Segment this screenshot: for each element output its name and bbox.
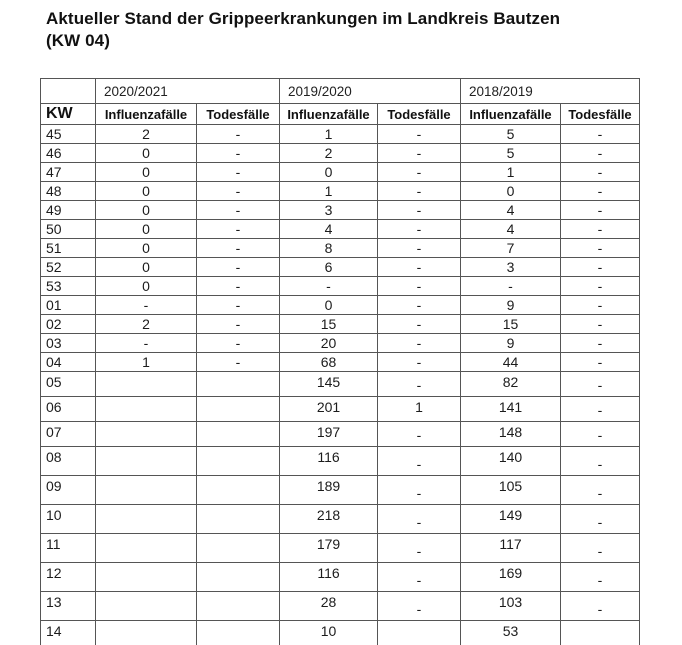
value-cell: - <box>561 277 640 296</box>
value-cell: - <box>378 372 461 397</box>
value-cell: 116 <box>280 563 378 592</box>
value-cell: - <box>561 163 640 182</box>
value-cell: 68 <box>280 353 378 372</box>
value-cell: 9 <box>461 334 561 353</box>
season-header-row <box>41 79 640 104</box>
flu-cases-table <box>40 78 640 645</box>
value-cell <box>378 621 461 645</box>
value-cell: - <box>378 125 461 144</box>
value-cell: - <box>378 163 461 182</box>
table-row <box>41 476 640 505</box>
table-row <box>41 592 640 621</box>
value-cell: - <box>378 239 461 258</box>
kw-cell: 01 <box>41 296 96 315</box>
kw-cell: 11 <box>41 534 96 563</box>
value-cell: 1 <box>280 182 378 201</box>
value-cell: - <box>197 144 280 163</box>
value-cell: 7 <box>461 239 561 258</box>
value-cell: - <box>561 220 640 239</box>
kw-column-header: KW <box>41 104 96 125</box>
page-title-line1: Aktueller Stand der Grippeerkrankungen im Landkreis Bautzen <box>46 9 561 28</box>
value-cell <box>96 422 197 447</box>
page-title-line2: (KW 04) <box>46 31 110 51</box>
value-cell: 53 <box>461 621 561 645</box>
kw-cell: 50 <box>41 220 96 239</box>
kw-cell: 51 <box>41 239 96 258</box>
value-cell: 169 <box>461 563 561 592</box>
column-header-row <box>41 104 640 125</box>
value-cell: 10 <box>280 621 378 645</box>
value-cell: - <box>197 239 280 258</box>
value-cell: 8 <box>280 239 378 258</box>
kw-cell: 45 <box>41 125 96 144</box>
value-cell: - <box>561 592 640 621</box>
value-cell: 3 <box>280 201 378 220</box>
value-cell: 4 <box>280 220 378 239</box>
value-cell <box>561 621 640 645</box>
value-cell: - <box>561 397 640 422</box>
kw-cell: 52 <box>41 258 96 277</box>
influenza-column-header: Influenzafälle <box>280 104 378 125</box>
table-row <box>41 315 640 334</box>
value-cell <box>197 621 280 645</box>
flu-table-body <box>41 125 640 645</box>
table-row <box>41 505 640 534</box>
value-cell: - <box>378 182 461 201</box>
value-cell: 28 <box>280 592 378 621</box>
value-cell: - <box>561 182 640 201</box>
influenza-column-header: Influenzafälle <box>461 104 561 125</box>
value-cell: - <box>561 476 640 505</box>
kw-cell: 49 <box>41 201 96 220</box>
table-row <box>41 422 640 447</box>
value-cell: - <box>197 125 280 144</box>
value-cell: 1 <box>461 163 561 182</box>
value-cell: - <box>378 422 461 447</box>
value-cell: 103 <box>461 592 561 621</box>
value-cell: 145 <box>280 372 378 397</box>
value-cell: - <box>378 258 461 277</box>
value-cell: - <box>561 534 640 563</box>
value-cell: 149 <box>461 505 561 534</box>
value-cell: 2 <box>96 315 197 334</box>
value-cell: 0 <box>96 258 197 277</box>
value-cell: - <box>197 182 280 201</box>
value-cell: - <box>378 277 461 296</box>
table-row <box>41 621 640 645</box>
value-cell: 0 <box>96 239 197 258</box>
value-cell: - <box>378 505 461 534</box>
value-cell: 179 <box>280 534 378 563</box>
table-row <box>41 372 640 397</box>
kw-cell: 12 <box>41 563 96 592</box>
value-cell: - <box>378 296 461 315</box>
value-cell <box>96 534 197 563</box>
value-cell: 3 <box>461 258 561 277</box>
value-cell: 0 <box>96 277 197 296</box>
value-cell: 9 <box>461 296 561 315</box>
value-cell: 2 <box>280 144 378 163</box>
value-cell: - <box>561 201 640 220</box>
value-cell: - <box>461 277 561 296</box>
kw-cell: 14 <box>41 621 96 645</box>
value-cell: 0 <box>96 182 197 201</box>
value-cell: 0 <box>96 220 197 239</box>
deaths-column-header: Todesfälle <box>197 104 280 125</box>
value-cell: - <box>561 353 640 372</box>
value-cell: - <box>378 563 461 592</box>
kw-cell: 04 <box>41 353 96 372</box>
value-cell: - <box>378 315 461 334</box>
value-cell: 141 <box>461 397 561 422</box>
value-cell: - <box>378 447 461 476</box>
kw-cell: 05 <box>41 372 96 397</box>
value-cell: 0 <box>96 201 197 220</box>
deaths-column-header: Todesfälle <box>561 104 640 125</box>
table-row <box>41 447 640 476</box>
value-cell: - <box>96 334 197 353</box>
value-cell: - <box>561 372 640 397</box>
value-cell: 4 <box>461 201 561 220</box>
kw-cell: 08 <box>41 447 96 476</box>
value-cell: 1 <box>280 125 378 144</box>
value-cell: 140 <box>461 447 561 476</box>
value-cell: - <box>378 534 461 563</box>
value-cell <box>96 447 197 476</box>
value-cell: - <box>378 353 461 372</box>
value-cell <box>197 563 280 592</box>
influenza-column-header: Influenzafälle <box>96 104 197 125</box>
table-row <box>41 258 640 277</box>
value-cell: 105 <box>461 476 561 505</box>
value-cell: - <box>561 447 640 476</box>
value-cell <box>96 592 197 621</box>
value-cell: - <box>561 315 640 334</box>
value-cell: - <box>561 239 640 258</box>
season-header-2018-2019: 2018/2019 <box>461 79 640 104</box>
value-cell: 218 <box>280 505 378 534</box>
value-cell: 2 <box>96 125 197 144</box>
value-cell: 82 <box>461 372 561 397</box>
value-cell: 201 <box>280 397 378 422</box>
value-cell <box>96 397 197 422</box>
value-cell <box>197 397 280 422</box>
value-cell: - <box>561 505 640 534</box>
value-cell: - <box>561 258 640 277</box>
value-cell: 20 <box>280 334 378 353</box>
value-cell: - <box>561 296 640 315</box>
table-row <box>41 397 640 422</box>
value-cell: - <box>378 144 461 163</box>
value-cell: 1 <box>378 397 461 422</box>
value-cell: - <box>561 563 640 592</box>
corner-cell <box>41 79 96 104</box>
table-row <box>41 534 640 563</box>
table-row <box>41 239 640 258</box>
table-row <box>41 125 640 144</box>
value-cell: - <box>378 334 461 353</box>
value-cell: 44 <box>461 353 561 372</box>
value-cell <box>197 476 280 505</box>
value-cell: 15 <box>280 315 378 334</box>
value-cell: - <box>561 125 640 144</box>
value-cell <box>197 447 280 476</box>
table-row <box>41 353 640 372</box>
value-cell: - <box>378 476 461 505</box>
kw-cell: 06 <box>41 397 96 422</box>
value-cell <box>96 505 197 534</box>
table-row <box>41 334 640 353</box>
value-cell: 0 <box>461 182 561 201</box>
value-cell: - <box>197 163 280 182</box>
value-cell: - <box>96 296 197 315</box>
table-row <box>41 144 640 163</box>
kw-cell: 53 <box>41 277 96 296</box>
value-cell: 6 <box>280 258 378 277</box>
table-row <box>41 182 640 201</box>
value-cell: 5 <box>461 125 561 144</box>
value-cell: - <box>197 315 280 334</box>
value-cell <box>197 505 280 534</box>
value-cell: 15 <box>461 315 561 334</box>
page-title <box>46 8 682 52</box>
value-cell: 1 <box>96 353 197 372</box>
kw-cell: 10 <box>41 505 96 534</box>
value-cell: - <box>197 296 280 315</box>
value-cell: - <box>378 220 461 239</box>
value-cell: 148 <box>461 422 561 447</box>
value-cell <box>96 621 197 645</box>
value-cell: - <box>197 353 280 372</box>
kw-cell: 13 <box>41 592 96 621</box>
kw-cell: 02 <box>41 315 96 334</box>
table-row <box>41 220 640 239</box>
value-cell: - <box>561 144 640 163</box>
season-header-2019-2020: 2019/2020 <box>280 79 461 104</box>
value-cell <box>96 476 197 505</box>
value-cell <box>96 563 197 592</box>
kw-cell: 47 <box>41 163 96 182</box>
value-cell: - <box>378 592 461 621</box>
value-cell: 117 <box>461 534 561 563</box>
value-cell: - <box>197 258 280 277</box>
value-cell: - <box>197 334 280 353</box>
value-cell: - <box>378 201 461 220</box>
value-cell: 0 <box>280 163 378 182</box>
value-cell <box>197 534 280 563</box>
value-cell: 189 <box>280 476 378 505</box>
table-row <box>41 296 640 315</box>
value-cell <box>197 592 280 621</box>
kw-cell: 07 <box>41 422 96 447</box>
value-cell <box>197 372 280 397</box>
kw-cell: 48 <box>41 182 96 201</box>
value-cell: 5 <box>461 144 561 163</box>
value-cell: 0 <box>96 144 197 163</box>
kw-cell: 03 <box>41 334 96 353</box>
value-cell: - <box>561 422 640 447</box>
value-cell: - <box>561 334 640 353</box>
value-cell <box>197 422 280 447</box>
value-cell: 4 <box>461 220 561 239</box>
table-row <box>41 163 640 182</box>
value-cell: - <box>197 201 280 220</box>
kw-cell: 09 <box>41 476 96 505</box>
table-row <box>41 563 640 592</box>
table-row <box>41 277 640 296</box>
value-cell: - <box>197 277 280 296</box>
season-header-2020-2021: 2020/2021 <box>96 79 280 104</box>
value-cell: 197 <box>280 422 378 447</box>
value-cell <box>96 372 197 397</box>
value-cell: - <box>197 220 280 239</box>
value-cell: - <box>280 277 378 296</box>
value-cell: 116 <box>280 447 378 476</box>
kw-cell: 46 <box>41 144 96 163</box>
document-page <box>0 8 682 645</box>
deaths-column-header: Todesfälle <box>378 104 461 125</box>
value-cell: 0 <box>280 296 378 315</box>
table-row <box>41 201 640 220</box>
value-cell: 0 <box>96 163 197 182</box>
